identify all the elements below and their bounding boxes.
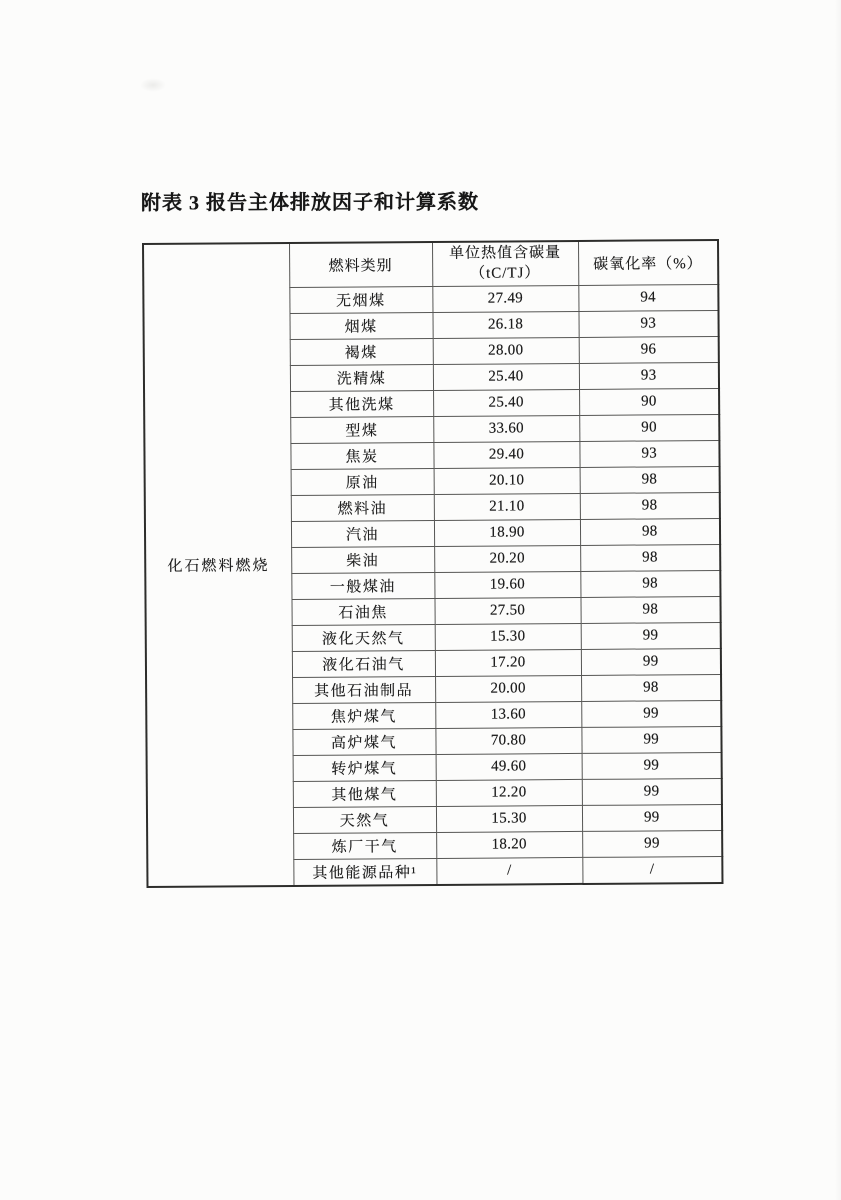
carbon-value-cell: 49.60	[436, 753, 582, 780]
oxidation-value-cell: 90	[579, 414, 719, 441]
fuel-cell: 焦炭	[290, 442, 433, 469]
col-header-carbon-content: 单位热值含碳量 （tC/TJ）	[432, 241, 578, 287]
fuel-cell: 洗精煤	[290, 364, 433, 391]
fuel-cell: 转炉煤气	[293, 754, 436, 781]
emission-factors-table	[142, 239, 723, 888]
fuel-cell: 原油	[291, 468, 434, 495]
oxidation-value-cell: 99	[581, 622, 721, 649]
carbon-value-cell: 15.30	[435, 623, 581, 650]
oxidation-value-cell: 99	[581, 700, 721, 727]
fuel-cell: 其他能源品种¹	[293, 858, 436, 885]
oxidation-value-cell: 93	[578, 310, 718, 337]
fuel-cell: 高炉煤气	[292, 728, 435, 755]
fuel-cell: 其他洗煤	[290, 390, 433, 417]
carbon-value-cell: 20.00	[435, 675, 581, 702]
carbon-value-cell: 18.20	[436, 831, 582, 858]
oxidation-value-cell: 99	[581, 726, 721, 753]
fuel-cell: 柴油	[291, 546, 434, 573]
carbon-value-cell: 27.50	[434, 597, 580, 624]
oxidation-value-cell: 93	[579, 440, 719, 467]
fuel-cell: 液化天然气	[292, 624, 435, 651]
carbon-value-cell: 21.10	[434, 493, 580, 520]
carbon-value-cell: 25.40	[433, 389, 579, 416]
oxidation-value-cell: 98	[580, 466, 720, 493]
carbon-value-cell: 29.40	[433, 441, 579, 468]
carbon-value-cell: 15.30	[436, 805, 582, 832]
fuel-cell: 无烟煤	[289, 286, 432, 313]
fuel-cell: 天然气	[293, 806, 436, 833]
carbon-value-cell: 27.49	[432, 285, 578, 312]
carbon-value-cell: 13.60	[435, 701, 581, 728]
oxidation-value-cell: 98	[581, 674, 721, 701]
oxidation-value-cell: 98	[580, 544, 720, 571]
oxidation-value-cell: 98	[580, 518, 720, 545]
fuel-cell: 液化石油气	[292, 650, 435, 677]
oxidation-value-cell: 98	[580, 596, 720, 623]
oxidation-value-cell: 96	[579, 336, 719, 363]
oxidation-value-cell: 99	[582, 804, 722, 831]
col-header-fuel-category: 燃料类别	[289, 242, 432, 287]
fuel-cell: 褐煤	[290, 338, 433, 365]
carbon-value-cell: 33.60	[433, 415, 579, 442]
carbon-value-cell: 19.60	[434, 571, 580, 598]
oxidation-value-cell: 98	[580, 570, 720, 597]
carbon-value-cell: 28.00	[433, 337, 579, 364]
fuel-group-cell: 化石燃料燃烧	[143, 243, 293, 887]
carbon-value-cell: 70.80	[435, 727, 581, 754]
oxidation-value-cell: 99	[582, 778, 722, 805]
carbon-value-cell: 18.90	[434, 519, 580, 546]
carbon-value-cell: 20.20	[434, 545, 580, 572]
carbon-value-cell: 20.10	[434, 467, 580, 494]
fuel-cell: 燃料油	[291, 494, 434, 521]
oxidation-value-cell: 93	[579, 362, 719, 389]
oxidation-value-cell: 90	[579, 388, 719, 415]
oxidation-value-cell: /	[582, 856, 722, 883]
carbon-value-cell: 17.20	[435, 649, 581, 676]
oxidation-value-cell: 99	[582, 830, 722, 857]
fuel-cell: 炼厂干气	[293, 832, 436, 859]
fuel-cell: 型煤	[290, 416, 433, 443]
carbon-value-cell: 12.20	[436, 779, 582, 806]
fuel-cell: 一般煤油	[291, 572, 434, 599]
page-title: 附表 3 报告主体排放因子和计算系数	[140, 191, 480, 215]
carbon-value-cell: /	[436, 857, 582, 885]
fuel-cell: 焦炉煤气	[292, 702, 435, 729]
oxidation-value-cell: 98	[580, 492, 720, 519]
carbon-value-cell: 26.18	[432, 311, 578, 338]
fuel-cell: 汽油	[291, 520, 434, 547]
col-header-oxidation-rate: 碳氧化率（%）	[578, 240, 718, 285]
oxidation-value-cell: 99	[581, 648, 721, 675]
carbon-value-cell: 25.40	[433, 363, 579, 390]
fuel-cell: 烟煤	[289, 312, 432, 339]
fuel-cell: 其他煤气	[293, 780, 436, 807]
fuel-cell: 石油焦	[291, 598, 434, 625]
oxidation-value-cell: 99	[582, 752, 722, 779]
oxidation-value-cell: 94	[578, 284, 718, 311]
fuel-cell: 其他石油制品	[292, 676, 435, 703]
table-header-row	[143, 240, 718, 289]
